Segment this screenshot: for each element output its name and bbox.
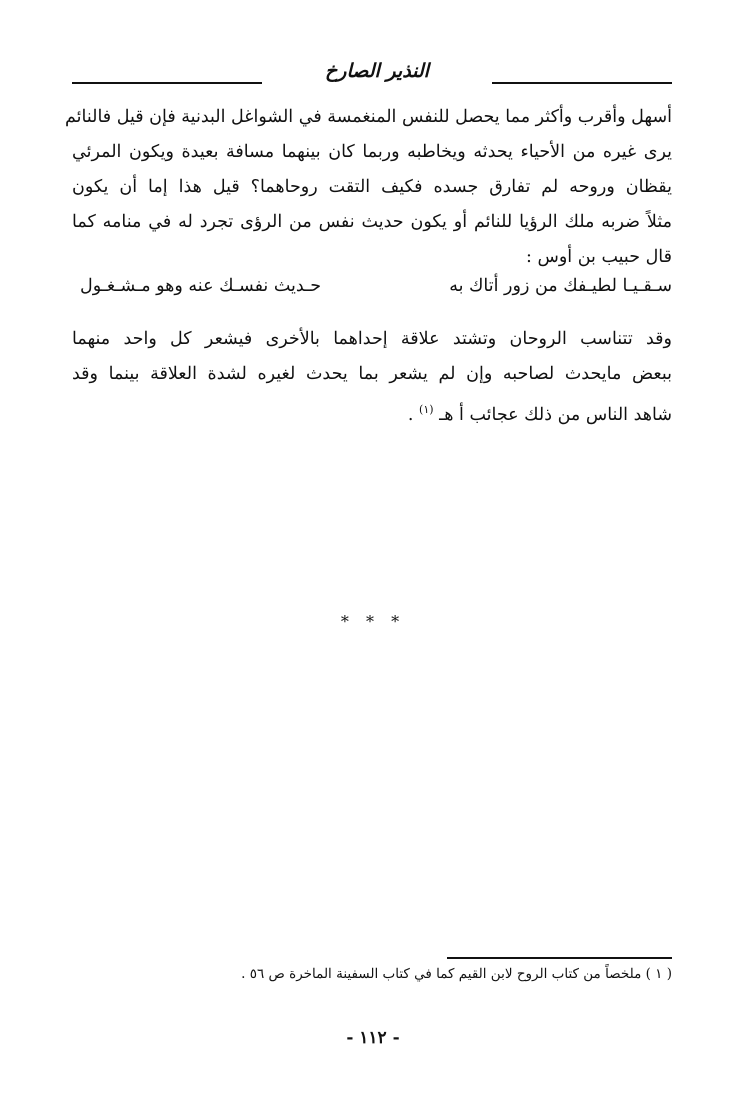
section-separator: * * * (340, 612, 406, 631)
paragraph-1-line-3: يقظان وروحه لم تفارق جسده فكيف التقت روحاهما؟ قيل هذا إما أن يكون (72, 177, 672, 197)
paragraph-2-line-1: وقد تتناسب الروحان وتشتد علاقة إحداهما بالأخرى فيشعر كل واحد منهما (72, 329, 672, 349)
footnote-rule (447, 957, 672, 959)
paragraph-2 (72, 322, 672, 433)
verse-second-hemistich: حـديث نفسـك عنه وهو مـشـغـول (80, 276, 322, 296)
running-header (72, 56, 672, 96)
paragraph-1-line-5: قال حبيب بن أوس : (526, 247, 672, 267)
paragraph-2-line-3 (72, 392, 672, 433)
footnote: ( ١ ) ملخصاً من كتاب الروح لابن القيم كما في كتاب السفينة الماخرة ص ٥٦ . (241, 966, 672, 982)
paragraph-2-line-2: ببعض مايحدث لصاحبه وإن لم يشعر بما يحدث لغيره لشدة العلاقة بينما وقد (72, 364, 672, 384)
paragraph-1-line-2: يرى غيره من الأحياء يحدثه ويخاطبه وربما كان بينهما مسافة بعيدة ويكون المرئي (72, 142, 672, 162)
paragraph-1-line-4: مثلاً ضربه ملك الرؤيا للنائم أو يكون حديث نفس من الرؤى تجرد له في منامه كما (72, 212, 672, 232)
paragraph-2-line-3-text: شاهد الناس من ذلك عجائب أ هـ (439, 404, 672, 425)
footnote-reference-marker[interactable]: (١) (419, 403, 434, 416)
header-rule-left (72, 82, 262, 84)
header-rule-right (492, 82, 672, 84)
page-number: - ١١٢ - (346, 1028, 400, 1048)
paragraph-1-line-1: أسهل وأقرب وأكثر مما يحصل للنفس المنغمسة في الشواغل البدنية فإن قيل فالنائم (65, 107, 672, 127)
poetry-verse (80, 276, 672, 310)
header-title: النذير الصارخ (325, 60, 429, 82)
verse-first-hemistich: سـقـيـا لطيـفك من زور أتاك به (449, 276, 672, 296)
paragraph-1 (65, 100, 672, 275)
paragraph-end-mark: . (407, 404, 414, 425)
